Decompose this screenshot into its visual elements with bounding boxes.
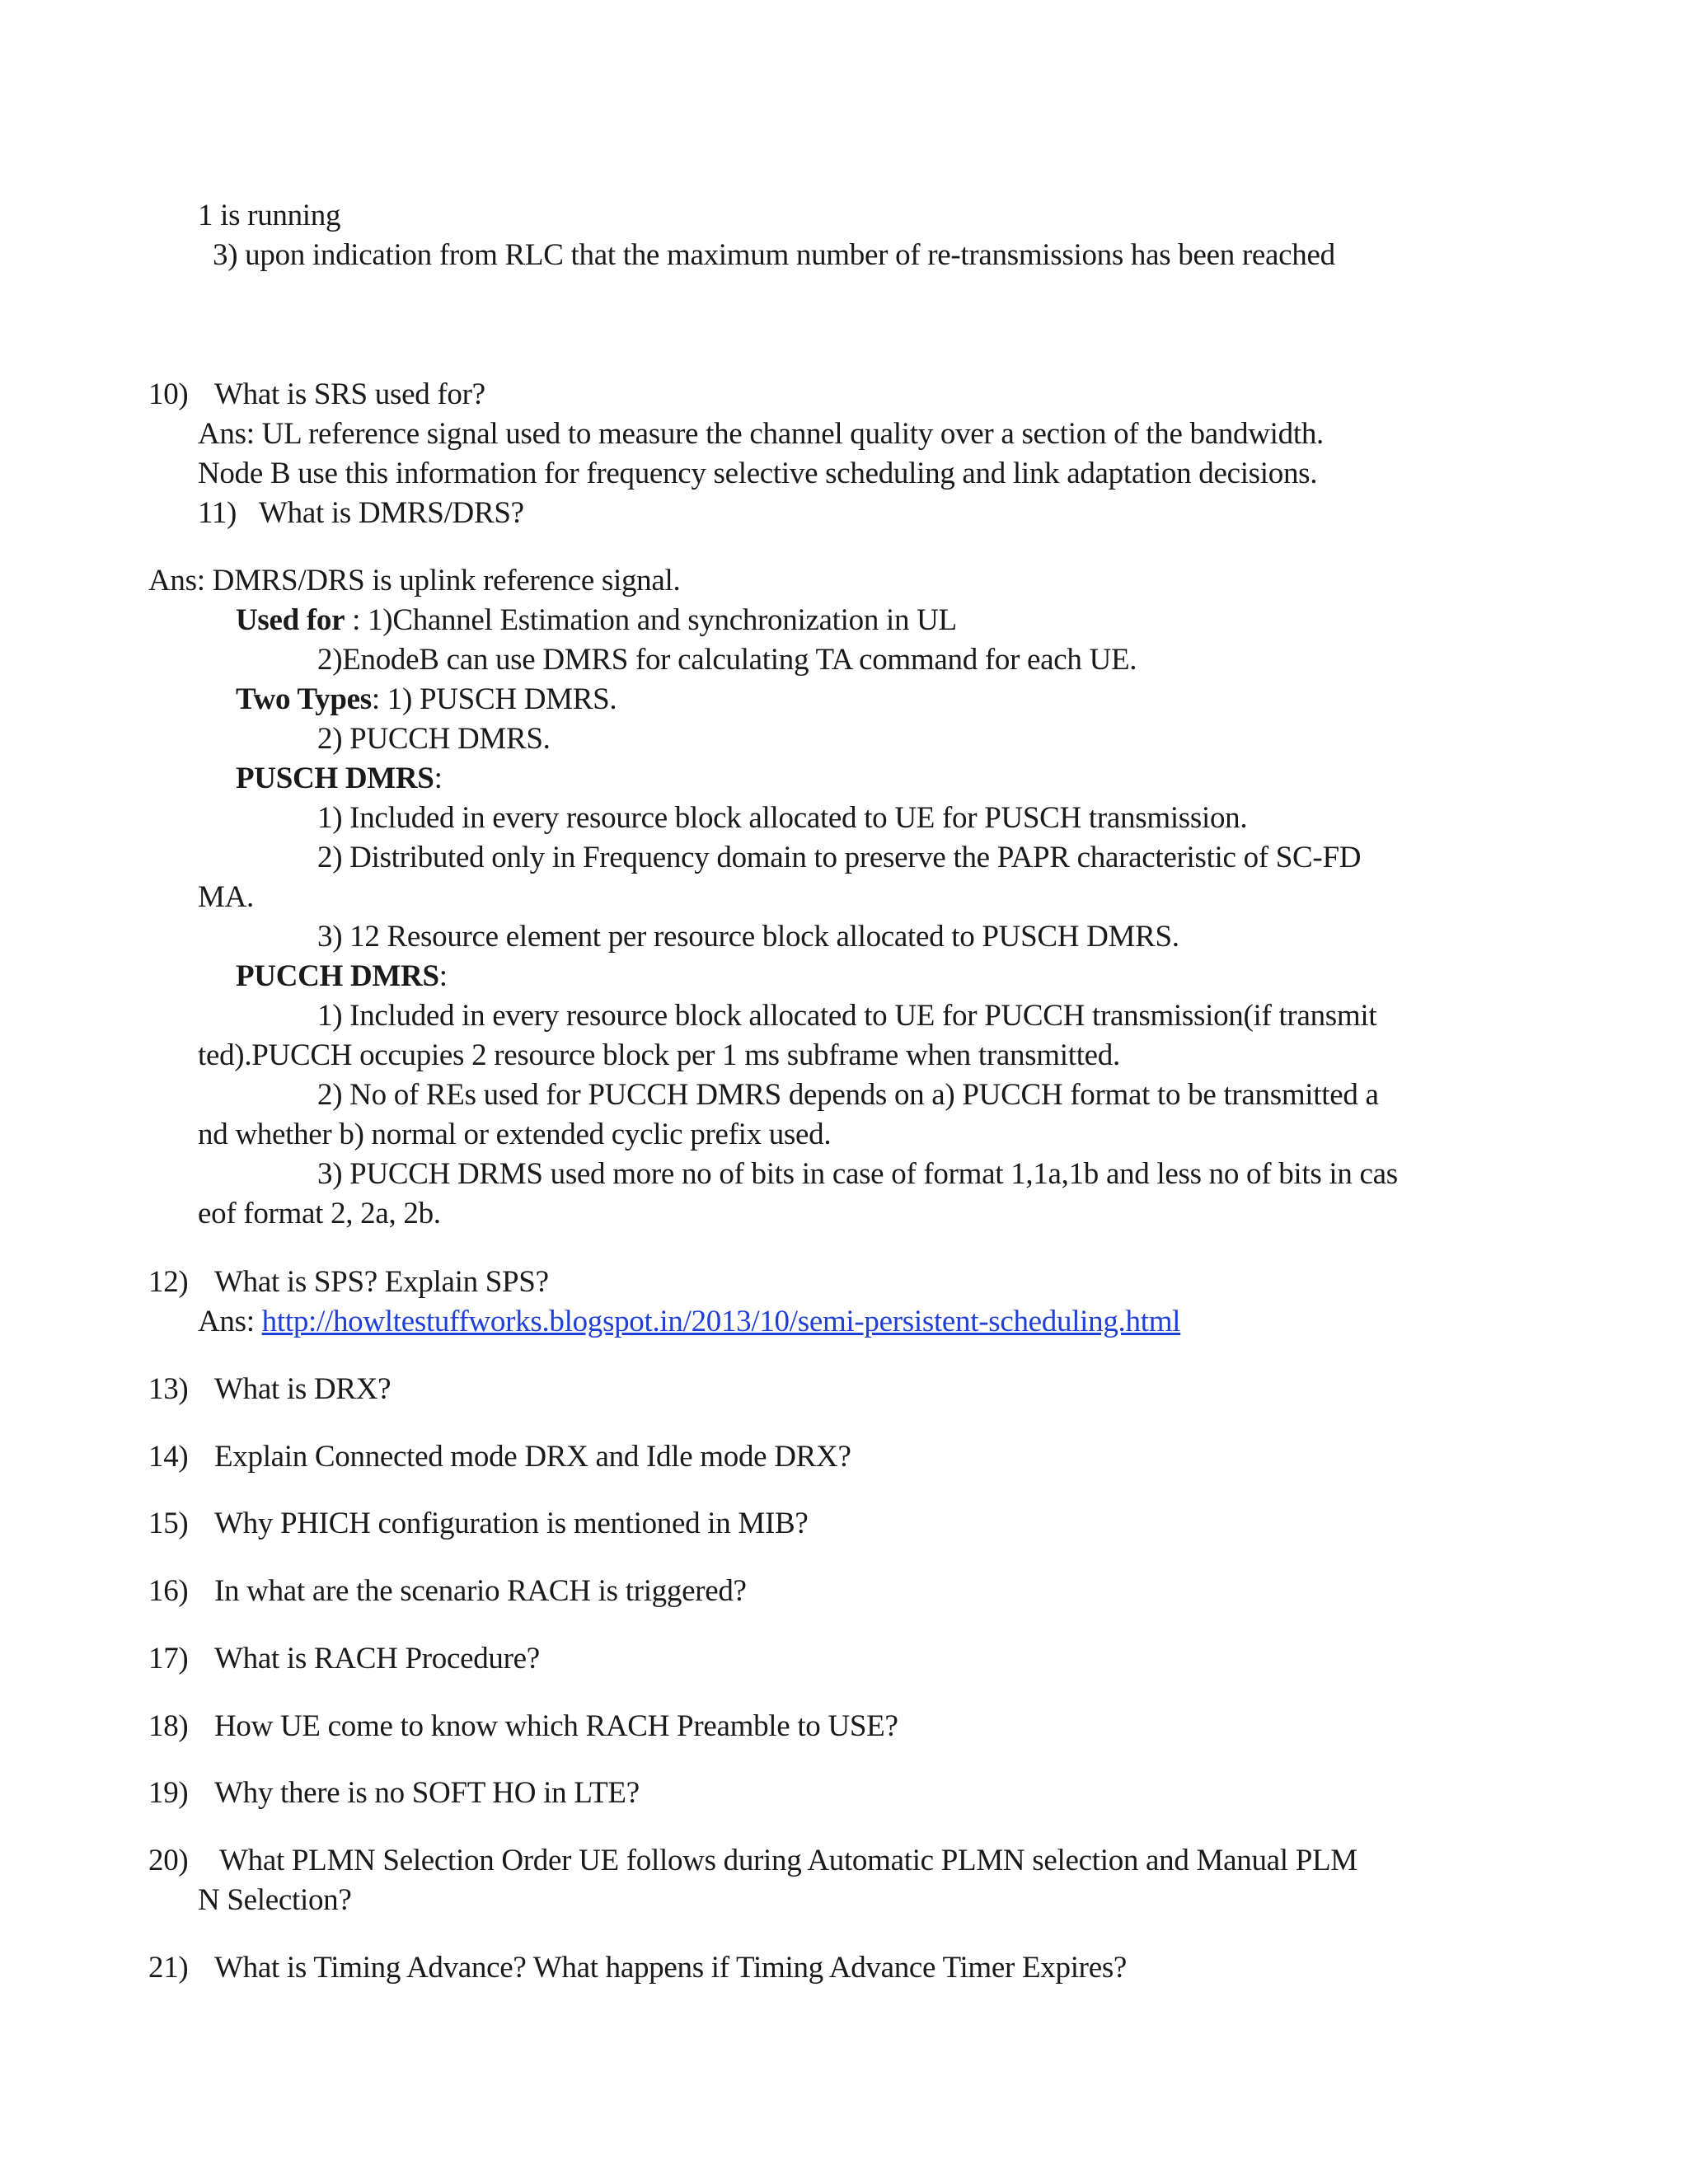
text-line: nd whether b) normal or extended cyclic prefix used. <box>198 1118 832 1151</box>
question-number: 21) <box>148 1951 189 1985</box>
text-line: 3) PUCCH DRMS used more no of bits in case of format 1,1a,1b and less no of bits in cas <box>317 1157 1398 1191</box>
pusch-label: PUSCH DMRS <box>236 762 434 795</box>
question-text: What is SPS? Explain SPS? <box>214 1265 549 1299</box>
used-for-label: Used for <box>236 603 345 637</box>
used-for-line <box>236 601 957 640</box>
question-text: What is Timing Advance? What happens if Timing Advance Timer Expires? <box>214 1951 1128 1985</box>
answer-line: Ans: UL reference signal used to measure the channel quality over a section of the bandwidth. <box>198 417 1324 451</box>
question-20 <box>148 1841 1357 1881</box>
pusch-colon: : <box>434 762 443 795</box>
answer-line <box>198 1302 1180 1342</box>
question-number: 19) <box>148 1776 189 1810</box>
question-text: How UE come to know which RACH Preamble to USE? <box>214 1709 898 1743</box>
question-16 <box>148 1572 747 1611</box>
two-types-text: : 1) PUSCH DMRS. <box>371 682 617 716</box>
question-10 <box>148 375 485 415</box>
pucch-colon: : <box>438 959 448 993</box>
question-text: What is RACH Procedure? <box>214 1642 540 1675</box>
text-line: eof format 2, 2a, 2b. <box>198 1197 441 1230</box>
question-number: 11) <box>198 496 237 530</box>
question-21 <box>148 1948 1127 1988</box>
question-text: What is DRX? <box>214 1372 392 1406</box>
sps-link[interactable]: http://howltestuffworks.blogspot.in/2013/10/semi-persistent-scheduling.html <box>261 1305 1181 1338</box>
question-text: In what are the scenario RACH is triggered? <box>214 1574 747 1608</box>
question-number: 13) <box>148 1372 189 1406</box>
question-number: 15) <box>148 1507 189 1540</box>
question-number: 10) <box>148 377 189 411</box>
text-line: 3) upon indication from RLC that the maximum number of re-transmissions has been reached <box>213 238 1335 272</box>
answer-line: Ans: DMRS/DRS is uplink reference signal. <box>148 564 681 598</box>
pucch-heading <box>236 957 448 996</box>
question-number: 16) <box>148 1574 189 1608</box>
question-text: Why there is no SOFT HO in LTE? <box>214 1776 640 1810</box>
question-text: Explain Connected mode DRX and Idle mode DRX? <box>214 1440 851 1474</box>
pucch-label: PUCCH DMRS <box>236 959 439 993</box>
question-number: 17) <box>148 1642 189 1675</box>
question-11 <box>198 494 524 533</box>
question-15 <box>148 1504 809 1544</box>
question-text: What is SRS used for? <box>214 377 485 411</box>
question-number: 18) <box>148 1709 189 1743</box>
used-for-text: : 1)Channel Estimation and synchronization in UL <box>345 603 957 637</box>
question-number: 14) <box>148 1440 189 1474</box>
question-text-continued: N Selection? <box>198 1883 352 1917</box>
question-19 <box>148 1774 640 1813</box>
question-number: 12) <box>148 1265 189 1299</box>
question-text: What is DMRS/DRS? <box>259 496 524 530</box>
text-line: 1) Included in every resource block allocated to UE for PUSCH transmission. <box>317 801 1248 835</box>
text-line: 2) PUCCH DMRS. <box>317 722 551 756</box>
question-number: 20) <box>148 1844 189 1877</box>
text-line: 3) 12 Resource element per resource block allocated to PUSCH DMRS. <box>317 920 1179 954</box>
text-line: 2) No of REs used for PUCCH DMRS depends on a) PUCCH format to be transmitted a <box>317 1078 1379 1112</box>
question-13 <box>148 1370 391 1409</box>
pusch-heading <box>236 759 443 799</box>
text-line: 1) Included in every resource block allocated to UE for PUCCH transmission(if transmit <box>317 999 1377 1033</box>
question-17 <box>148 1639 540 1679</box>
answer-prefix: Ans: <box>198 1305 262 1338</box>
two-types-line <box>236 680 617 719</box>
question-18 <box>148 1707 898 1746</box>
text-line: 1 is running <box>198 199 341 232</box>
text-line: 2) Distributed only in Frequency domain to preserve the PAPR characteristic of SC-FD <box>317 841 1362 874</box>
question-14 <box>148 1437 851 1477</box>
text-line: MA. <box>198 880 254 914</box>
question-text: What PLMN Selection Order UE follows during Automatic PLMN selection and Manual PLM <box>219 1844 1357 1877</box>
text-line: ted).PUCCH occupies 2 resource block per 1 ms subframe when transmitted. <box>198 1038 1120 1072</box>
answer-line: Node B use this information for frequency selective scheduling and link adaptation decisions. <box>198 457 1318 490</box>
text-line: 2)EnodeB can use DMRS for calculating TA command for each UE. <box>317 643 1137 677</box>
question-text: Why PHICH configuration is mentioned in MIB? <box>214 1507 809 1540</box>
question-12 <box>148 1263 549 1302</box>
two-types-label: Two Types <box>236 682 372 716</box>
